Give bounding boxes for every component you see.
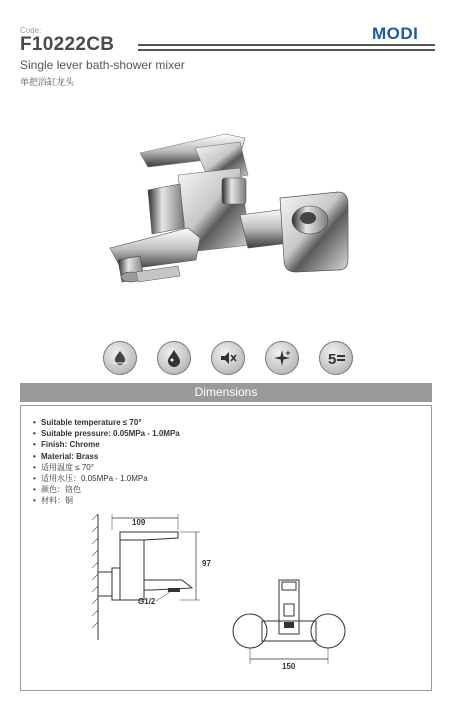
title-divider bbox=[138, 44, 435, 46]
water-saving-icon bbox=[103, 341, 137, 375]
title-divider bbox=[138, 49, 435, 51]
centers-dimension: 150 bbox=[282, 662, 296, 671]
spec-item: • Suitable pressure: 0.05MPa - 1.0MPa bbox=[33, 429, 180, 439]
product-name-cn: 单把浴缸龙头 bbox=[20, 77, 75, 87]
thread-label: G1/2 bbox=[138, 597, 156, 606]
product-code: F10222CB bbox=[20, 34, 115, 55]
brand-logo: MODI bbox=[372, 24, 419, 43]
spec-item: • Finish: Chrome bbox=[33, 440, 100, 450]
spec-item: • Material: Brass bbox=[33, 451, 99, 461]
product-image bbox=[100, 120, 360, 290]
five-year-warranty-icon bbox=[319, 341, 353, 375]
spec-item: • 材料：铜 bbox=[33, 496, 73, 506]
shine-icon bbox=[265, 341, 299, 375]
dimensions-header: Dimensions bbox=[20, 383, 432, 402]
code-label: Code: bbox=[20, 26, 42, 35]
svg-text:5: 5 bbox=[328, 351, 337, 368]
silent-icon bbox=[211, 341, 245, 375]
spec-item: • Suitable temperature ≤ 70° bbox=[33, 418, 142, 427]
product-name: Single lever bath-shower mixer bbox=[20, 58, 185, 72]
depth-dimension: 109 bbox=[132, 518, 146, 527]
spec-item: • 适用温度 ≤ 70° bbox=[33, 462, 94, 472]
water-drop-icon bbox=[157, 341, 191, 375]
technical-drawing bbox=[92, 510, 362, 680]
spec-item: • 适用水压：0.05MPa - 1.0MPa bbox=[33, 474, 148, 484]
spec-item: • 颜色：铬色 bbox=[33, 485, 81, 495]
spec-list bbox=[33, 417, 180, 507]
height-dimension: 97 bbox=[202, 559, 211, 568]
feature-icons bbox=[103, 341, 353, 381]
